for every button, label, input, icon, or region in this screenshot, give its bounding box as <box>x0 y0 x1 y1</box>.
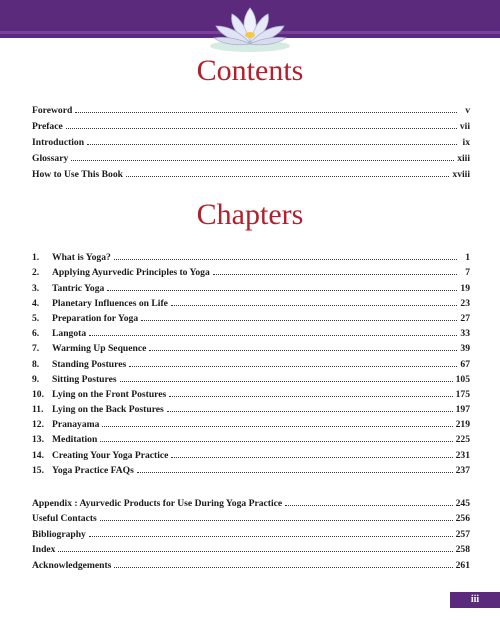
dot-leader <box>149 349 457 351</box>
chapter-entry[interactable] <box>32 370 470 385</box>
chapter-page: 7 <box>465 267 470 279</box>
chapter-title: Warming Up Sequence <box>52 343 147 355</box>
toc-entry-page: ix <box>462 137 470 148</box>
chapter-title: Preparation for Yoga <box>52 312 139 324</box>
toc-entry-appendix[interactable] <box>32 493 470 509</box>
toc-entry-title: Appendix : Ayurvedic Products for Use During Yoga Practice <box>32 497 283 509</box>
chapter-page: 67 <box>460 358 470 370</box>
dot-leader <box>171 456 452 458</box>
chapter-number: 8. <box>32 358 40 370</box>
chapter-entry[interactable] <box>32 400 470 415</box>
chapter-entry[interactable] <box>32 415 470 430</box>
toc-entry-page: 258 <box>455 544 470 556</box>
chapter-entry[interactable] <box>32 278 470 293</box>
chapter-number: 9. <box>32 373 40 385</box>
chapter-title: Creating Your Yoga Practice <box>52 449 169 461</box>
chapter-page: 27 <box>460 312 470 324</box>
toc-entry-page: 257 <box>455 528 470 540</box>
toc-entry-page: v <box>465 105 470 116</box>
toc-entry-title: Acknowledgements <box>32 559 112 571</box>
chapter-entry[interactable] <box>32 339 470 354</box>
chapter-number: 1. <box>32 252 40 264</box>
toc-entry-glossary[interactable] <box>32 148 470 164</box>
dot-leader <box>100 519 453 521</box>
dot-leader <box>75 111 457 113</box>
toc-entry-page: xiii <box>457 153 470 164</box>
toc-entry-title: Bibliography <box>32 528 86 540</box>
chapter-title: Yoga Practice FAQs <box>52 464 134 476</box>
chapter-number: 10. <box>32 388 44 400</box>
chapter-title: Lying on the Front Postures <box>52 388 167 400</box>
chapter-title: Tantric Yoga <box>52 282 105 294</box>
chapter-page: 39 <box>460 343 470 355</box>
dot-leader <box>114 566 452 568</box>
chapter-entry[interactable] <box>32 385 470 400</box>
chapter-number: 3. <box>32 282 40 294</box>
toc-entry-foreword[interactable] <box>32 100 470 116</box>
toc-entry-page: 256 <box>455 513 470 525</box>
toc-entry-title: Index <box>32 544 56 556</box>
dot-leader <box>58 550 452 552</box>
chapter-title: Lying on the Back Postures <box>52 404 164 416</box>
chapter-entry[interactable] <box>32 294 470 309</box>
chapter-number: 2. <box>32 267 40 279</box>
chapter-title: Standing Postures <box>52 358 127 370</box>
chapter-page: 237 <box>455 464 470 476</box>
chapter-title: Pranayama <box>52 419 100 431</box>
dot-leader <box>126 175 449 177</box>
page-number-tab: iii <box>450 592 500 608</box>
dot-leader <box>169 395 452 397</box>
chapter-page: 23 <box>460 297 470 309</box>
dot-leader <box>285 504 452 506</box>
chapter-number: 11. <box>32 404 44 416</box>
toc-entry-title: Glossary <box>32 153 69 164</box>
chapter-title: Applying Ayurvedic Principles to Yoga <box>52 267 210 279</box>
chapter-number: 13. <box>32 434 44 446</box>
dot-leader <box>171 304 457 306</box>
chapters-heading: Chapters <box>196 198 304 231</box>
toc-entry-title: Foreword <box>32 105 73 116</box>
dot-leader <box>102 425 452 427</box>
chapter-title: Langota <box>52 328 87 340</box>
toc-entry-how-to-use[interactable] <box>32 164 470 180</box>
toc-entry-useful-contacts[interactable] <box>32 509 470 525</box>
dot-leader <box>89 334 457 336</box>
toc-entry-index[interactable] <box>32 540 470 556</box>
dot-leader <box>120 380 453 382</box>
toc-entry-bibliography[interactable] <box>32 524 470 540</box>
toc-entry-acknowledgements[interactable] <box>32 555 470 571</box>
chapter-number: 5. <box>32 312 40 324</box>
dot-leader <box>167 410 453 412</box>
chapters-list <box>32 248 470 476</box>
dot-leader <box>89 535 453 537</box>
dot-leader <box>213 273 457 275</box>
contents-heading: Contents <box>196 54 304 87</box>
dot-leader <box>114 258 457 260</box>
toc-entry-page: 261 <box>455 559 470 571</box>
chapter-title: Planetary Influences on Life <box>52 297 168 309</box>
chapter-number: 4. <box>32 297 40 309</box>
dot-leader <box>87 143 457 145</box>
dot-leader <box>129 365 457 367</box>
chapter-page: 19 <box>460 282 470 294</box>
chapter-entry[interactable] <box>32 354 470 369</box>
chapter-entry[interactable] <box>32 445 470 460</box>
chapter-page: 105 <box>455 373 470 385</box>
dot-leader <box>107 289 457 291</box>
chapter-number: 7. <box>32 343 40 355</box>
back-matter-list <box>32 493 470 571</box>
lotus-icon <box>206 2 294 54</box>
dot-leader <box>141 319 457 321</box>
chapter-entry[interactable] <box>32 248 470 263</box>
toc-entry-page: 245 <box>455 497 470 509</box>
front-matter-list <box>32 100 470 180</box>
chapter-entry[interactable] <box>32 263 470 278</box>
dot-leader <box>100 440 452 442</box>
chapter-number: 6. <box>32 328 40 340</box>
chapter-page: 175 <box>455 388 470 400</box>
chapter-number: 12. <box>32 419 44 431</box>
chapter-title: Meditation <box>52 434 98 446</box>
toc-entry-introduction[interactable] <box>32 132 470 148</box>
toc-entry-preface[interactable] <box>32 116 470 132</box>
toc-entry-title: Useful Contacts <box>32 513 97 525</box>
toc-entry-title: How to Use This Book <box>32 169 123 180</box>
chapter-number: 14. <box>32 449 44 461</box>
chapter-page: 231 <box>455 449 470 461</box>
chapter-page: 1 <box>465 252 470 264</box>
chapter-entry[interactable] <box>32 430 470 445</box>
chapter-entry[interactable] <box>32 309 470 324</box>
toc-entry-page: xviii <box>452 169 470 180</box>
chapter-number: 15. <box>32 464 44 476</box>
chapter-entry[interactable] <box>32 324 470 339</box>
dot-leader <box>137 471 453 473</box>
toc-entry-page: vii <box>459 121 470 132</box>
chapter-page: 33 <box>460 328 470 340</box>
toc-entry-title: Preface <box>32 121 63 132</box>
dot-leader <box>66 127 457 129</box>
chapter-page: 219 <box>455 419 470 431</box>
chapter-page: 197 <box>455 404 470 416</box>
toc-entry-title: Introduction <box>32 137 85 148</box>
chapter-page: 225 <box>455 434 470 446</box>
chapter-title: Sitting Postures <box>52 373 117 385</box>
chapter-title: What is Yoga? <box>52 252 111 264</box>
dot-leader <box>71 159 454 161</box>
chapter-entry[interactable] <box>32 461 470 476</box>
